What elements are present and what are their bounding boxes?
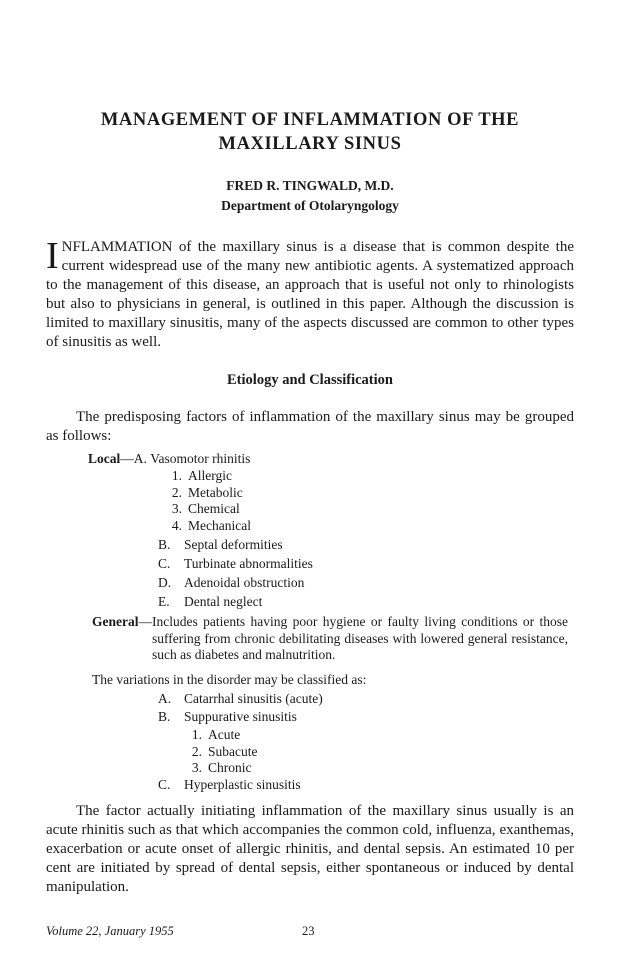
intro-text: NFLAMMATION of the maxillary sinus is a disease that is common despite the current widespread use of the many new antibiotic agents. A systematized approach to the management of this disease, an approach that is useful not only to rhinologists but also to physicians in general, is outlined in this paper. Although the discussion is limited to maxillary sinusitis, many of the aspects discussed are common to other types of sinusitis as well.	[46, 239, 574, 350]
initiating-factor-paragraph: The factor actually initiating inflammation of the maxillary sinus usually is an acute rhinitis such as that which accompanies the common cold, influenza, exanthemas, exacerbation or acute onset of allergic rhinitis, and dental sepsis. An estimated 10 per cent are initiated by spread of dental sepsis, either spontaneous or induced by dental manipulation.	[46, 803, 574, 895]
variations-intro: The variations in the disorder may be classified as:	[92, 672, 367, 687]
hyperplastic-item	[158, 777, 301, 794]
item-text: Vasomotor rhinitis	[150, 451, 251, 466]
intro-paragraph	[46, 235, 574, 352]
item-text: Dental neglect	[184, 594, 263, 609]
list-item	[158, 690, 323, 708]
item-text: Septal deformities	[184, 537, 283, 552]
em-dash: —	[120, 451, 134, 466]
item-number: 3.	[171, 501, 182, 516]
drop-cap: I	[46, 235, 59, 277]
item-text: Mechanical	[188, 517, 251, 533]
item-letter: A.	[133, 451, 147, 466]
list-item	[158, 535, 313, 554]
list-item	[180, 727, 258, 744]
variations-list	[158, 690, 323, 726]
item-text: Catarrhal sinusitis (acute)	[184, 691, 323, 706]
local-other-list	[158, 535, 313, 611]
item-letter: C.	[158, 556, 171, 571]
list-item	[88, 451, 250, 468]
predisposing-paragraph: The predisposing factors of inflammation of the maxillary sinus may be grouped as follows:	[46, 409, 574, 444]
item-number: 1.	[191, 727, 202, 742]
author-department: Department of Otolaryngology	[221, 198, 399, 213]
list-item	[158, 777, 301, 794]
item-text: Hyperplastic sinusitis	[184, 777, 301, 792]
item-number: 1.	[171, 468, 182, 483]
item-text: Metabolic	[188, 484, 243, 500]
item-letter: C.	[158, 777, 171, 792]
item-letter: B.	[158, 537, 171, 552]
title-line-1: MANAGEMENT OF INFLAMMATION OF THE	[100, 110, 520, 130]
author-name: FRED R. TINGWALD, M.D.	[226, 178, 394, 193]
list-item	[158, 592, 313, 611]
page-number: 23	[302, 924, 315, 938]
item-text: Chronic	[208, 760, 252, 775]
item-text: Suppurative sinusitis	[184, 709, 297, 724]
item-text: Acute	[208, 727, 241, 742]
list-item	[158, 708, 323, 726]
journal-footer: Volume 22, January 1955	[46, 924, 174, 938]
local-list	[88, 451, 250, 468]
list-item	[180, 760, 258, 777]
vasomotor-sublist	[160, 468, 251, 534]
item-letter: A.	[158, 691, 172, 706]
item-text: Allergic	[188, 468, 232, 483]
general-block	[92, 614, 568, 664]
em-dash: —	[138, 614, 152, 629]
list-item	[158, 554, 313, 573]
local-label: Local	[88, 451, 121, 466]
article-title	[60, 108, 560, 156]
item-text: Chemical	[188, 501, 240, 516]
item-text: Adenoidal obstruction	[184, 575, 305, 590]
item-number: 3.	[191, 760, 202, 775]
item-text: Turbinate abnormalities	[184, 556, 313, 571]
list-item	[160, 485, 251, 502]
item-text: Subacute	[208, 743, 258, 759]
title-line-2: MAXILLARY SINUS	[218, 134, 402, 154]
list-item	[160, 518, 251, 535]
general-label: General	[92, 614, 139, 629]
item-letter: E.	[158, 594, 170, 609]
author-block	[60, 176, 560, 216]
item-letter: B.	[158, 709, 171, 724]
list-item	[160, 468, 251, 485]
item-number: 4.	[171, 517, 182, 533]
item-number: 2.	[191, 743, 202, 759]
general-row	[92, 614, 568, 664]
item-number: 2.	[171, 484, 182, 500]
list-item	[160, 501, 251, 518]
list-item	[180, 744, 258, 761]
section-heading: Etiology and Classification	[227, 372, 393, 388]
list-item	[158, 573, 313, 592]
item-letter: D.	[158, 575, 172, 590]
general-text: Includes patients having poor hygiene or faulty living conditions or those suffering from chronic debilitating diseases with lowered general resistance, such as diabetes and malnutrition.	[152, 614, 568, 662]
suppurative-sublist	[180, 727, 258, 777]
